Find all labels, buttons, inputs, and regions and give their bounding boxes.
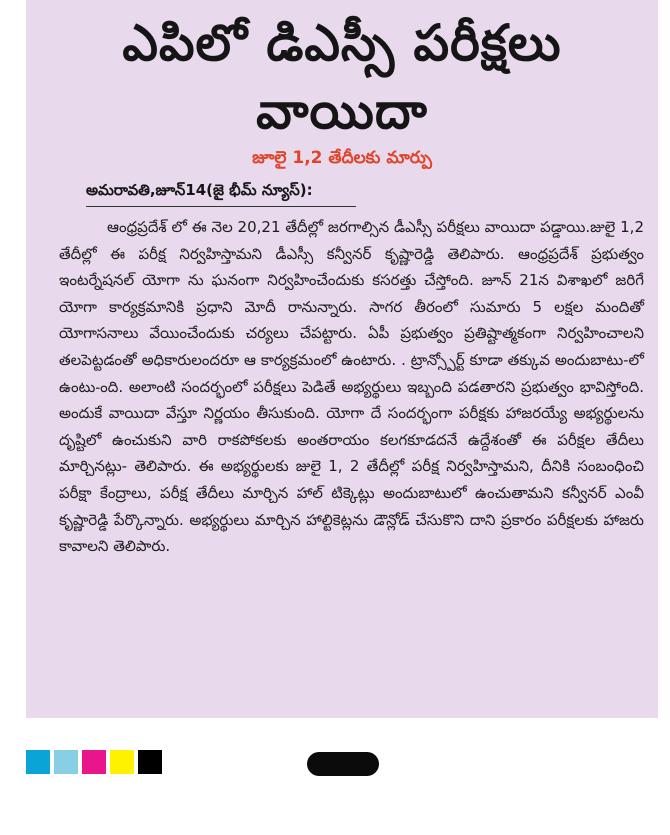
dateline-underline [86,206,356,207]
yellow-swatch [110,750,134,774]
headline-line-1: ఎపిలో డిఎస్సీ పరీక్షలు [122,14,562,72]
black-swatch [138,750,162,774]
article-body: ఆంధ్రప్రదేశ్ లో ఈ నెల 20,21 తేదీల్లో జరగాల్సిన డీఎస్సీ పరీక్షలు వాయిదా పడ్డాయి.జులై 1,2 తేదీల్లో ఈ పరీక్ష నిర్వహిస్తామని డీఎస్సీ కన్వీనర్ కృష్ణారెడ్డి తెలిపారు. ఆంధ్రప్రదేశ్ ప్రభుత్వం ఇంటర్నేషనల్ యోగా ను ఘనంగా నిర్వహించేందుకు కసరత్తు చేస్తోంది. జూన్ 21న విశాఖలో జరిగే యోగా కార్యక్రమానికి ప్రధాని మోదీ రానున్నారు. సాగర తీరంలో సుమారు 5 లక్షల మందితో యోగాసనాలు వేయించేందుకు చర్యలు చేపట్టారు. ఏపీ ప్రభుత్వం ప్రతిష్టాత్మకంగా నిర్వహించాలని తలపెట్టడంతో అధికారులందరూ ఆ కార్యక్రమంలో ఉంటారు. . ట్రాన్స్పోర్ట్ కూడా తక్కువ అందుబాటు-లో ఉంటు-ంది. అలాంటి సందర్భంలో పరీక్షలు పెడితే అభ్యర్థులు ఇబ్బంది పడతారని ప్రభుత్వం భావిస్తోంది. అందుకే వాయిదా వేస్తూ నిర్ణయం తీసుకుంది. యోగా దే సందర్భంగా పరీక్షకు హాజరయ్యే అభ్యర్థులను దృష్టిలో ఉంచుకుని వారి రాకపోకలకు అంతరాయం కలగకూడదనే ఉద్దేశంతో ఈ పరీక్షల తేదీలు మార్చినట్లు- తెలిపారు. ఈ అభ్యర్థులకు జులై 1, 2 తేదీల్లో పరీక్ష నిర్వహిస్తామని, దీనికి సంబంధించి పరీక్షా కేంద్రాలు, పరీక్ష తేదీలు మార్చిన హాల్ టిక్కెట్లు అందుబాటులో ఉంచుతామని కన్వీనర్ ఎంవీ కృష్ణారెడ్డి పేర్కొన్నారు. అభ్యర్థులు మార్చిన హాల్టికెట్లను డౌన్లోడ్ చేసుకొని దాని ప్రకారం పరీక్షలకు హాజరు కావాలని తెలిపారు. [59,218,644,556]
headline-line-2: వాయిదా [256,82,428,140]
news-clipping [26,0,658,718]
dateline: అమరావతి,జూన్14(జై భీమ్ న్యూస్): [86,181,313,199]
subheadline: జూలై 1,2 తేదీలకు మార్పు [252,148,432,168]
magenta-swatch [82,750,106,774]
color-registration-bar [26,750,166,774]
light-cyan-swatch [54,750,78,774]
black-pill-marker [307,752,379,776]
cyan-swatch [26,750,50,774]
